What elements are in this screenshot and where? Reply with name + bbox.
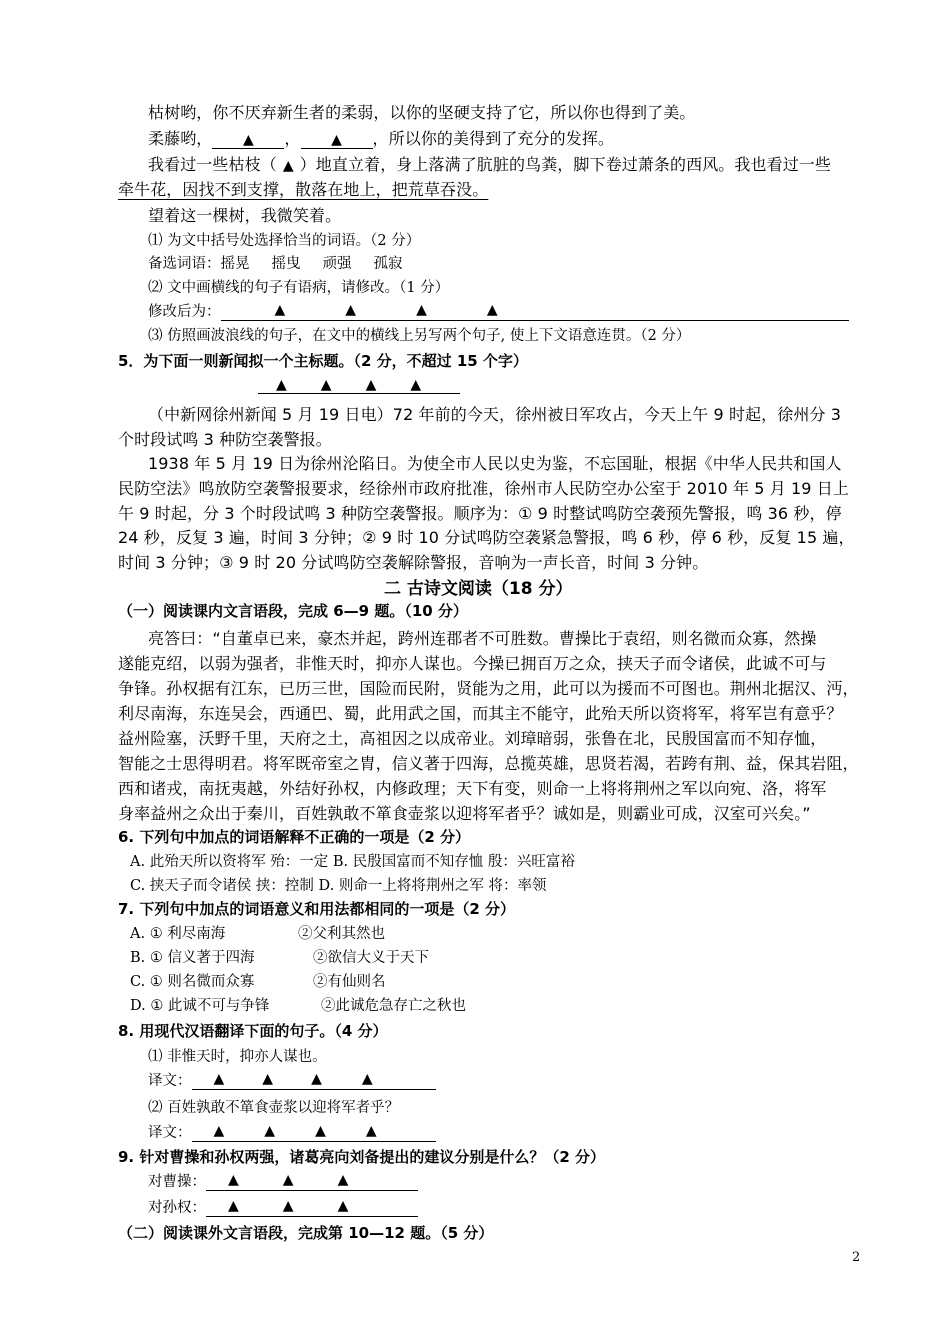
triangle-icon: ▲ bbox=[264, 1123, 276, 1139]
option-word: 孤寂 bbox=[373, 256, 403, 272]
triangle-icon: ▲ bbox=[337, 1172, 349, 1188]
news-line: 午 9 时起，分 3 个时段试鸣 3 种防空袭警报。顺序为：① 9 时整试鸣防空袭预先警报，鸣 36 秒，停 bbox=[118, 504, 842, 523]
choice-line: A. 此殆天所以资将军 殆：一定 B. 民殷国富而不知存恤 殷：兴旺富裕 bbox=[130, 854, 575, 870]
underlined-sentence: 牵牛花，因找不到支撑，散落在地上，把荒草吞没。 bbox=[118, 180, 489, 199]
answer-blank[interactable] bbox=[192, 1070, 436, 1090]
translation-label: 译文： bbox=[148, 1125, 192, 1141]
translate-sentence: ⑴ 非惟天时，抑亦人谋也。 bbox=[148, 1049, 327, 1065]
answer-blank[interactable] bbox=[221, 301, 849, 321]
triangle-icon: ▲ bbox=[365, 1123, 377, 1139]
choice-d-compare: ②此诚危急存亡之秋也 bbox=[321, 998, 466, 1014]
classical-text-line: 遂能克绍，以弱为强者，非惟天时，抑亦人谋也。今操已拥百万之众，挟天子而令诸侯，此诚不可与 bbox=[118, 654, 827, 673]
choice-c-compare: ②有仙则名 bbox=[313, 974, 386, 990]
translation-line bbox=[148, 1121, 436, 1142]
triangle-icon: ▲ bbox=[282, 1172, 294, 1188]
triangle-icon: ▲ bbox=[361, 1071, 373, 1087]
triangle-icon: ▲ bbox=[416, 302, 427, 318]
triangle-icon: ▲ bbox=[282, 1198, 294, 1214]
news-line: （中新网徐州新闻 5 月 19 日电）72 年前的今天，徐州被日军攻占，今天上午 9 时起，徐州分 3 bbox=[148, 405, 842, 424]
word-options bbox=[148, 252, 403, 273]
question-item: ⑵ 文中画横线的句子有语病，请修改。（1 分） bbox=[148, 280, 450, 296]
answer-blank[interactable] bbox=[212, 129, 284, 149]
part-heading: （一）阅读课内文言语段，完成 6—9 题。（10 分） bbox=[118, 602, 468, 620]
option-word: 顽强 bbox=[322, 256, 352, 272]
passage-line: 枯树哟，你不厌弃新生者的柔弱，以你的坚硬支持了它，所以你也得到了美。 bbox=[148, 103, 696, 122]
triangle-icon: ▲ bbox=[228, 1198, 239, 1214]
text-fragment: ，所以你的美得到了充分的发挥。 bbox=[372, 129, 615, 148]
news-line: 民防空法》鸣放防空袭警报要求，经徐州市政府批准，徐州市人民防空办公室于 2010 年 5 月 19 日上 bbox=[118, 479, 849, 498]
choice-a-compare: ②父利其然也 bbox=[298, 926, 385, 942]
translation-line bbox=[148, 1069, 436, 1090]
answer-blank[interactable] bbox=[206, 1197, 418, 1217]
triangle-icon: ▲ bbox=[320, 377, 332, 393]
classical-text-line: 益州险塞，沃野千里，天府之土，高祖因之以成帝业。刘璋暗弱，张鲁在北，民殷国富而不知存恤， bbox=[118, 729, 827, 748]
classical-text-line: 智能之士思得明君。将军既帝室之胄，信义著于四海，总揽英雄，思贤若渴，若跨有荆、益，保其岩阻， bbox=[118, 754, 859, 773]
answer-line-sun bbox=[148, 1196, 418, 1217]
text-fragment: 柔藤哟， bbox=[148, 129, 213, 148]
answer-blank[interactable] bbox=[301, 129, 373, 149]
triangle-icon: ▲ bbox=[331, 132, 342, 148]
option-word: 摇曳 bbox=[271, 256, 301, 272]
question-title: 7. 下列句中加点的词语意义和用法都相同的一项是（2 分） bbox=[118, 900, 516, 918]
option-word: 摇晃 bbox=[220, 256, 250, 272]
triangle-icon: ▲ bbox=[311, 1071, 322, 1087]
triangle-icon: ▲ bbox=[242, 132, 254, 148]
answer-label: 对孙权： bbox=[148, 1200, 206, 1216]
news-line: 个时段试鸣 3 种防空袭警报。 bbox=[118, 430, 332, 449]
options-label: 备选词语： bbox=[148, 256, 221, 272]
classical-text-line: 争锋。孙权据有江东，已历三世，国险而民附，贤能为之用，此可以为援而不可图也。荆州北据汉、沔， bbox=[118, 679, 859, 698]
choice-a: A. ① 利尽南海 bbox=[130, 926, 226, 942]
triangle-icon: ▲ bbox=[213, 1071, 225, 1087]
answer-label: 对曹操： bbox=[148, 1174, 206, 1190]
question-title: 8. 用现代汉语翻译下面的句子。（4 分） bbox=[118, 1022, 388, 1040]
passage-line-blanks bbox=[148, 126, 614, 149]
choice-b-compare: ②欲信大义于天下 bbox=[313, 950, 429, 966]
fix-line bbox=[148, 300, 849, 321]
answer-line-cao bbox=[148, 1170, 418, 1191]
text-fragment: 我看过一些枯枝（ bbox=[148, 155, 277, 174]
page-number: 2 bbox=[852, 1250, 861, 1265]
passage-line: 望着这一棵树，我微笑着。 bbox=[148, 206, 342, 225]
triangle-icon: ▲ bbox=[228, 1172, 239, 1188]
question-title: 6. 下列句中加点的词语解释不正确的一项是（2 分） bbox=[118, 828, 471, 846]
fix-label: 修改后为： bbox=[148, 304, 221, 320]
question-item: ⑶ 仿照画波浪线的句子，在文中的横线上另写两个句子, 使上下文语意连贯。（2 分） bbox=[148, 328, 691, 344]
news-line: 1938 年 5 月 19 日为徐州沦陷日。为使全市人民以史为鉴，不忘国耻，根据《中华人民共和国人 bbox=[148, 454, 842, 473]
triangle-icon: ▲ bbox=[337, 1198, 349, 1214]
text-fragment: ， bbox=[284, 129, 301, 148]
triangle-icon: ▲ bbox=[282, 158, 294, 174]
answer-blank[interactable] bbox=[206, 1171, 418, 1191]
triangle-icon: ▲ bbox=[345, 302, 357, 318]
classical-text-line: 身率益州之众出于秦川，百姓孰敢不箪食壶浆以迎将军者乎？诚如是，则霸业可成，汉室可兴矣。” bbox=[118, 804, 811, 823]
answer-blank[interactable] bbox=[258, 374, 460, 394]
choice-d: D. ① 此诚不可与争锋 bbox=[130, 998, 270, 1014]
triangle-icon: ▲ bbox=[486, 302, 498, 318]
choice-line: C. 挟天子而令诸侯 挟：控制 D. 则命一上将将荆州之军 将：率领 bbox=[130, 878, 547, 894]
classical-text-line: 利尽南海，东连吴会，西通巴、蜀，此用武之国，而其主不能守，此殆天所以资将军，将军岂有意乎？ bbox=[118, 704, 843, 723]
translation-label: 译文： bbox=[148, 1073, 192, 1089]
classical-text-line: 亮答曰：“自董卓已来，豪杰并起，跨州连郡者不可胜数。曹操比于袁绍，则名微而众寡，然操 bbox=[148, 629, 817, 648]
translate-sentence: ⑵ 百姓孰敢不箪食壶浆以迎将军者乎？ bbox=[148, 1100, 400, 1116]
classical-text-line: 西和诸戎，南抚夷越，外结好孙权，内修政理；天下有变，则命一上将将荆州之军以向宛、洛，将军 bbox=[118, 779, 827, 798]
passage-line bbox=[148, 152, 831, 175]
triangle-icon: ▲ bbox=[315, 1123, 326, 1139]
news-line: 24 秒，反复 3 遍，时间 3 分钟；② 9 时 10 分试鸣防空袭紧急警报，鸣 6 秒，停 6 秒，反复 15 遍， bbox=[118, 528, 855, 547]
section-heading: 二 古诗文阅读（18 分） bbox=[384, 579, 573, 599]
triangle-icon: ▲ bbox=[213, 1123, 225, 1139]
headline-blank-row bbox=[258, 374, 460, 394]
choice-b: B. ① 信义著于四海 bbox=[130, 950, 255, 966]
question-item: ⑴ 为文中括号处选择恰当的词语。（2 分） bbox=[148, 233, 421, 249]
part-heading: （二）阅读课外文言语段，完成第 10—12 题。（5 分） bbox=[118, 1224, 494, 1242]
question-title: 5．为下面一则新闻拟一个主标题。（2 分，不超过 15 个字） bbox=[118, 352, 528, 370]
triangle-icon: ▲ bbox=[274, 302, 286, 318]
answer-blank[interactable] bbox=[192, 1122, 436, 1142]
triangle-icon: ▲ bbox=[365, 377, 377, 393]
triangle-icon: ▲ bbox=[410, 377, 422, 393]
triangle-icon: ▲ bbox=[262, 1071, 274, 1087]
triangle-icon: ▲ bbox=[276, 377, 287, 393]
question-title: 9. 针对曹操和孙权两强，诸葛亮向刘备提出的建议分别是什么？（2 分） bbox=[118, 1148, 606, 1166]
text-fragment: ）地直立着，身上落满了肮脏的鸟粪，脚下卷过萧条的西风。我也看过一些 bbox=[299, 155, 831, 174]
choice-c: C. ① 则名微而众寡 bbox=[130, 974, 255, 990]
news-line: 时间 3 分钟；③ 9 时 20 分试鸣防空袭解除警报，音响为一声长音，时间 3 分钟。 bbox=[118, 553, 709, 572]
